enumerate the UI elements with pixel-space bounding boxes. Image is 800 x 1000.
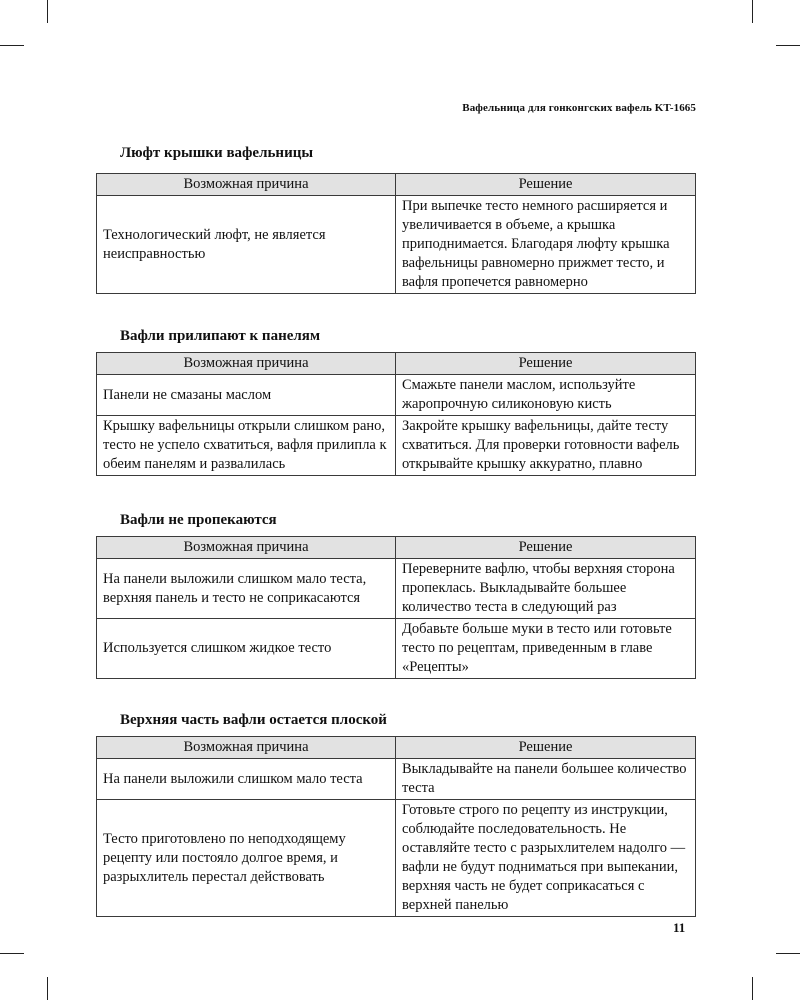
crop-mark (752, 0, 753, 23)
crop-mark (0, 45, 24, 46)
crop-mark (0, 953, 24, 954)
crop-mark (776, 45, 800, 46)
table-row (97, 416, 696, 476)
column-header-cause: Возможная причина (97, 537, 396, 559)
table-row (97, 800, 696, 917)
troubleshooting-table (96, 173, 696, 294)
solution-cell: Закройте крышку вафельницы, дайте тесту схватиться. Для проверки готовности вафель открывайте крышку аккуратно, плавно (396, 416, 696, 476)
section-title: Вафли не пропекаются (120, 512, 277, 528)
crop-mark (776, 953, 800, 954)
table-row (97, 196, 696, 294)
troubleshooting-table (96, 536, 696, 679)
cause-cell: На панели выложили слишком мало теста (97, 759, 396, 800)
solution-cell: Добавьте больше муки в тесто или готовьте тесто по рецептам, приведенным в главе «Рецепты» (396, 619, 696, 679)
table-row (97, 559, 696, 619)
column-header-solution: Решение (396, 174, 696, 196)
cause-cell: Панели не смазаны маслом (97, 375, 396, 416)
table-header-row (97, 174, 696, 196)
crop-mark (752, 977, 753, 1000)
crop-mark (47, 0, 48, 23)
column-header-cause: Возможная причина (97, 174, 396, 196)
page-number: 11 (673, 920, 686, 935)
cause-cell: На панели выложили слишком мало теста, верхняя панель и тесто не соприкасаются (97, 559, 396, 619)
section-title: Верхняя часть вафли остается плоской (120, 712, 387, 728)
running-header: Вафельница для гонконгских вафель KT-1665 (462, 102, 696, 114)
column-header-cause: Возможная причина (97, 737, 396, 759)
table-header-row (97, 353, 696, 375)
cause-cell: Крышку вафельницы открыли слишком рано, тесто не успело схватиться, вафля прилипла к обеим панелям и развалилась (97, 416, 396, 476)
column-header-solution: Решение (396, 737, 696, 759)
solution-cell: Выкладывайте на панели большее количество теста (396, 759, 696, 800)
column-header-solution: Решение (396, 537, 696, 559)
cause-cell: Технологический люфт, не является неисправностью (97, 196, 396, 294)
table-row (97, 759, 696, 800)
solution-cell: Готовьте строго по рецепту из инструкции, соблюдайте последовательность. Не оставляйте тесто с разрыхлителем надолго — вафли не будут подниматься при выпекании, верхняя часть не будет соприкасаться с верхней панелью (396, 800, 696, 917)
solution-cell: При выпечке тесто немного расширяется и увеличивается в объеме, а крышка приподнимается. Благодаря люфту крышка вафельницы равномерно прижмет тесто, и вафля пропечется равномерно (396, 196, 696, 294)
table-header-row (97, 537, 696, 559)
cause-cell: Используется слишком жидкое тесто (97, 619, 396, 679)
crop-mark (47, 977, 48, 1000)
solution-cell: Смажьте панели маслом, используйте жаропрочную силиконовую кисть (396, 375, 696, 416)
solution-cell: Переверните вафлю, чтобы верхняя сторона пропеклась. Выкладывайте большее количество теста в следующий раз (396, 559, 696, 619)
column-header-cause: Возможная причина (97, 353, 396, 375)
table-row (97, 375, 696, 416)
column-header-solution: Решение (396, 353, 696, 375)
troubleshooting-table (96, 352, 696, 476)
section-title: Люфт крышки вафельницы (120, 145, 314, 161)
table-header-row (97, 737, 696, 759)
troubleshooting-table (96, 736, 696, 917)
section-title: Вафли прилипают к панелям (120, 328, 321, 344)
cause-cell: Тесто приготовлено по неподходящему рецепту или постояло долгое время, и разрыхлитель перестал действовать (97, 800, 396, 917)
table-row (97, 619, 696, 679)
